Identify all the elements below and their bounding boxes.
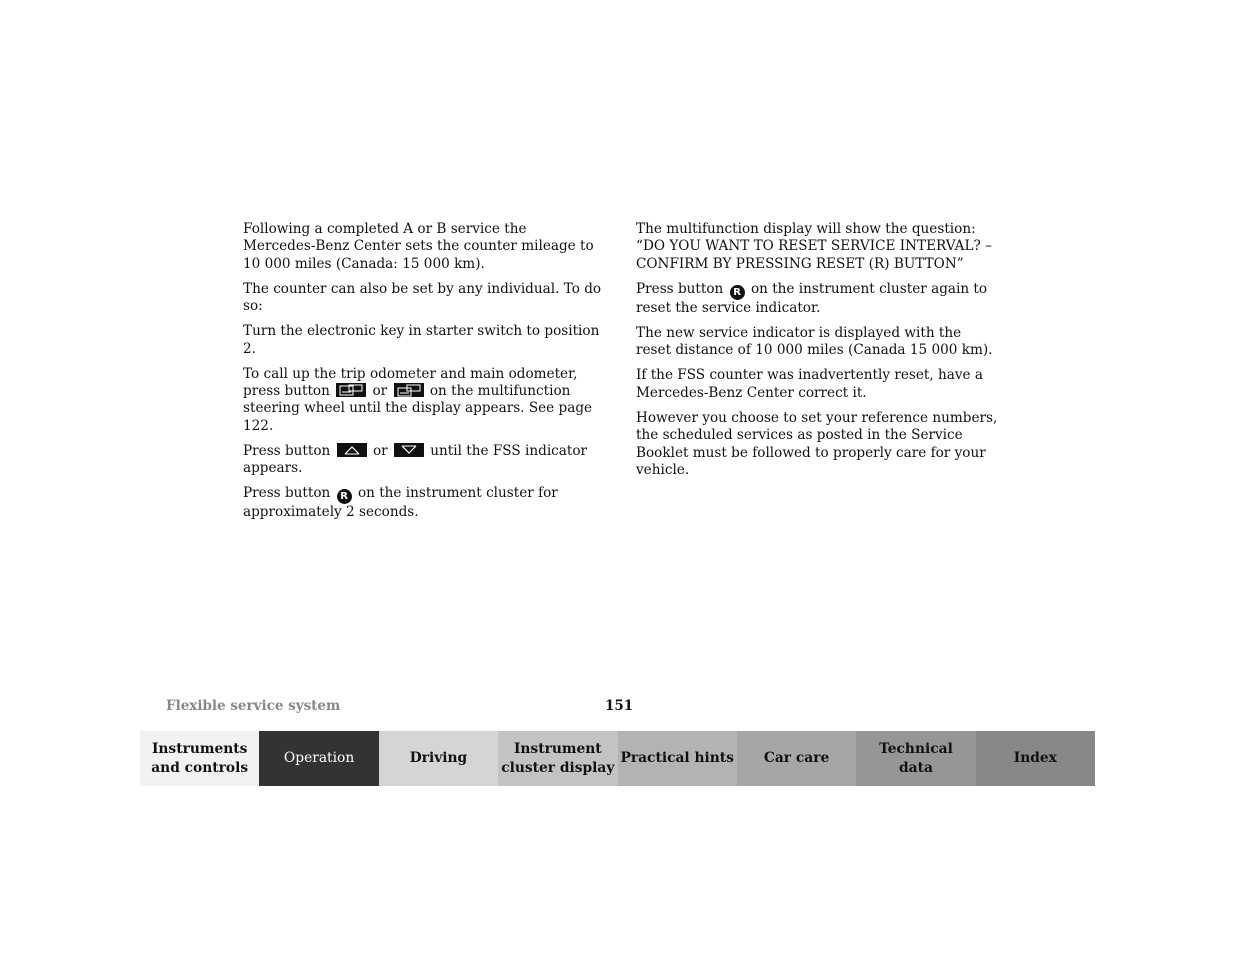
paragraph-text: Press button xyxy=(636,280,724,297)
tab-label: Index xyxy=(1013,750,1057,766)
tab-instruments-and-controls[interactable] xyxy=(140,731,259,786)
tab-label: Operation xyxy=(283,750,355,766)
left-paragraph-1: Following a completed A or B service the Mercedes-Benz Center sets the counter mileage to 10 000 miles (Canada: 15 000 km). xyxy=(243,221,594,272)
left-paragraph-3: Turn the electronic key in starter switch to position 2. xyxy=(243,323,600,357)
display-back-icon xyxy=(336,383,366,397)
left-paragraph-6 xyxy=(243,485,603,522)
paragraph-text: on the instrument cluster again to reset the service indicator. xyxy=(636,280,988,317)
paragraph-text: until the FSS indicator appears. xyxy=(243,442,588,477)
left-paragraph-4 xyxy=(243,366,603,436)
left-column xyxy=(243,221,603,529)
left-paragraph-2: The counter can also be set by any individual. To do so: xyxy=(243,280,602,315)
paragraph-text: on the instrument cluster for approximately 2 seconds. xyxy=(243,485,558,521)
tab-driving[interactable] xyxy=(379,731,498,786)
tab-label: Car care xyxy=(763,750,830,766)
right-paragraph-4: If the FSS counter was inadvertently reset, have a Mercedes-Benz Center correct it. xyxy=(636,367,983,401)
arrow-down-icon xyxy=(394,443,424,457)
chapter-nav-bar xyxy=(140,731,1095,786)
right-paragraph-5: However you choose to set your reference numbers, the scheduled services as posted in the Service Booklet must be followed to properly care for your vehicle. xyxy=(636,409,998,479)
tab-label: Instrument cluster display xyxy=(501,740,615,776)
arrow-up-icon xyxy=(337,443,367,457)
page-number: 151 xyxy=(605,698,634,714)
paragraph-text: Press button xyxy=(243,442,331,459)
tab-practical-hints[interactable] xyxy=(618,731,737,786)
section-title: Flexible service system xyxy=(166,698,341,714)
reset-r-icon: R xyxy=(337,489,352,504)
paragraph-text: or xyxy=(372,442,388,459)
paragraph-text: Press button xyxy=(243,485,331,502)
display-forward-icon xyxy=(394,383,424,397)
tab-label: Driving xyxy=(409,750,468,766)
right-paragraph-2 xyxy=(636,281,998,318)
tab-car-care[interactable] xyxy=(737,731,856,786)
tab-label: Instruments and controls xyxy=(151,740,249,776)
paragraph-text: To call up the trip odometer and main odometer, press button xyxy=(243,365,578,400)
reset-r-icon: R xyxy=(730,285,745,300)
paragraph-text: or xyxy=(372,383,388,400)
left-paragraph-5 xyxy=(243,443,603,478)
paragraph-text: The multifunction display will show the question: xyxy=(636,221,976,237)
paragraph-text: “DO YOU WANT TO RESET SERVICE INTERVAL? – CONFIRM BY PRESSING RESET (R) BUTTON” xyxy=(636,238,992,272)
tab-operation[interactable] xyxy=(259,731,378,786)
right-paragraph-3: The new service indicator is displayed with the reset distance of 10 000 miles (Canada 15 000 km). xyxy=(636,325,993,359)
tab-label: Practical hints xyxy=(620,750,734,766)
tab-instrument-cluster-display[interactable] xyxy=(498,731,617,786)
right-column xyxy=(636,221,998,487)
tab-label: Technical data xyxy=(879,740,953,776)
tab-index[interactable] xyxy=(976,731,1095,786)
paragraph-text: on the multifunction steering wheel until the display appears. See page 122. xyxy=(243,383,593,434)
tab-technical-data[interactable] xyxy=(856,731,975,786)
right-paragraph-1 xyxy=(636,221,998,273)
